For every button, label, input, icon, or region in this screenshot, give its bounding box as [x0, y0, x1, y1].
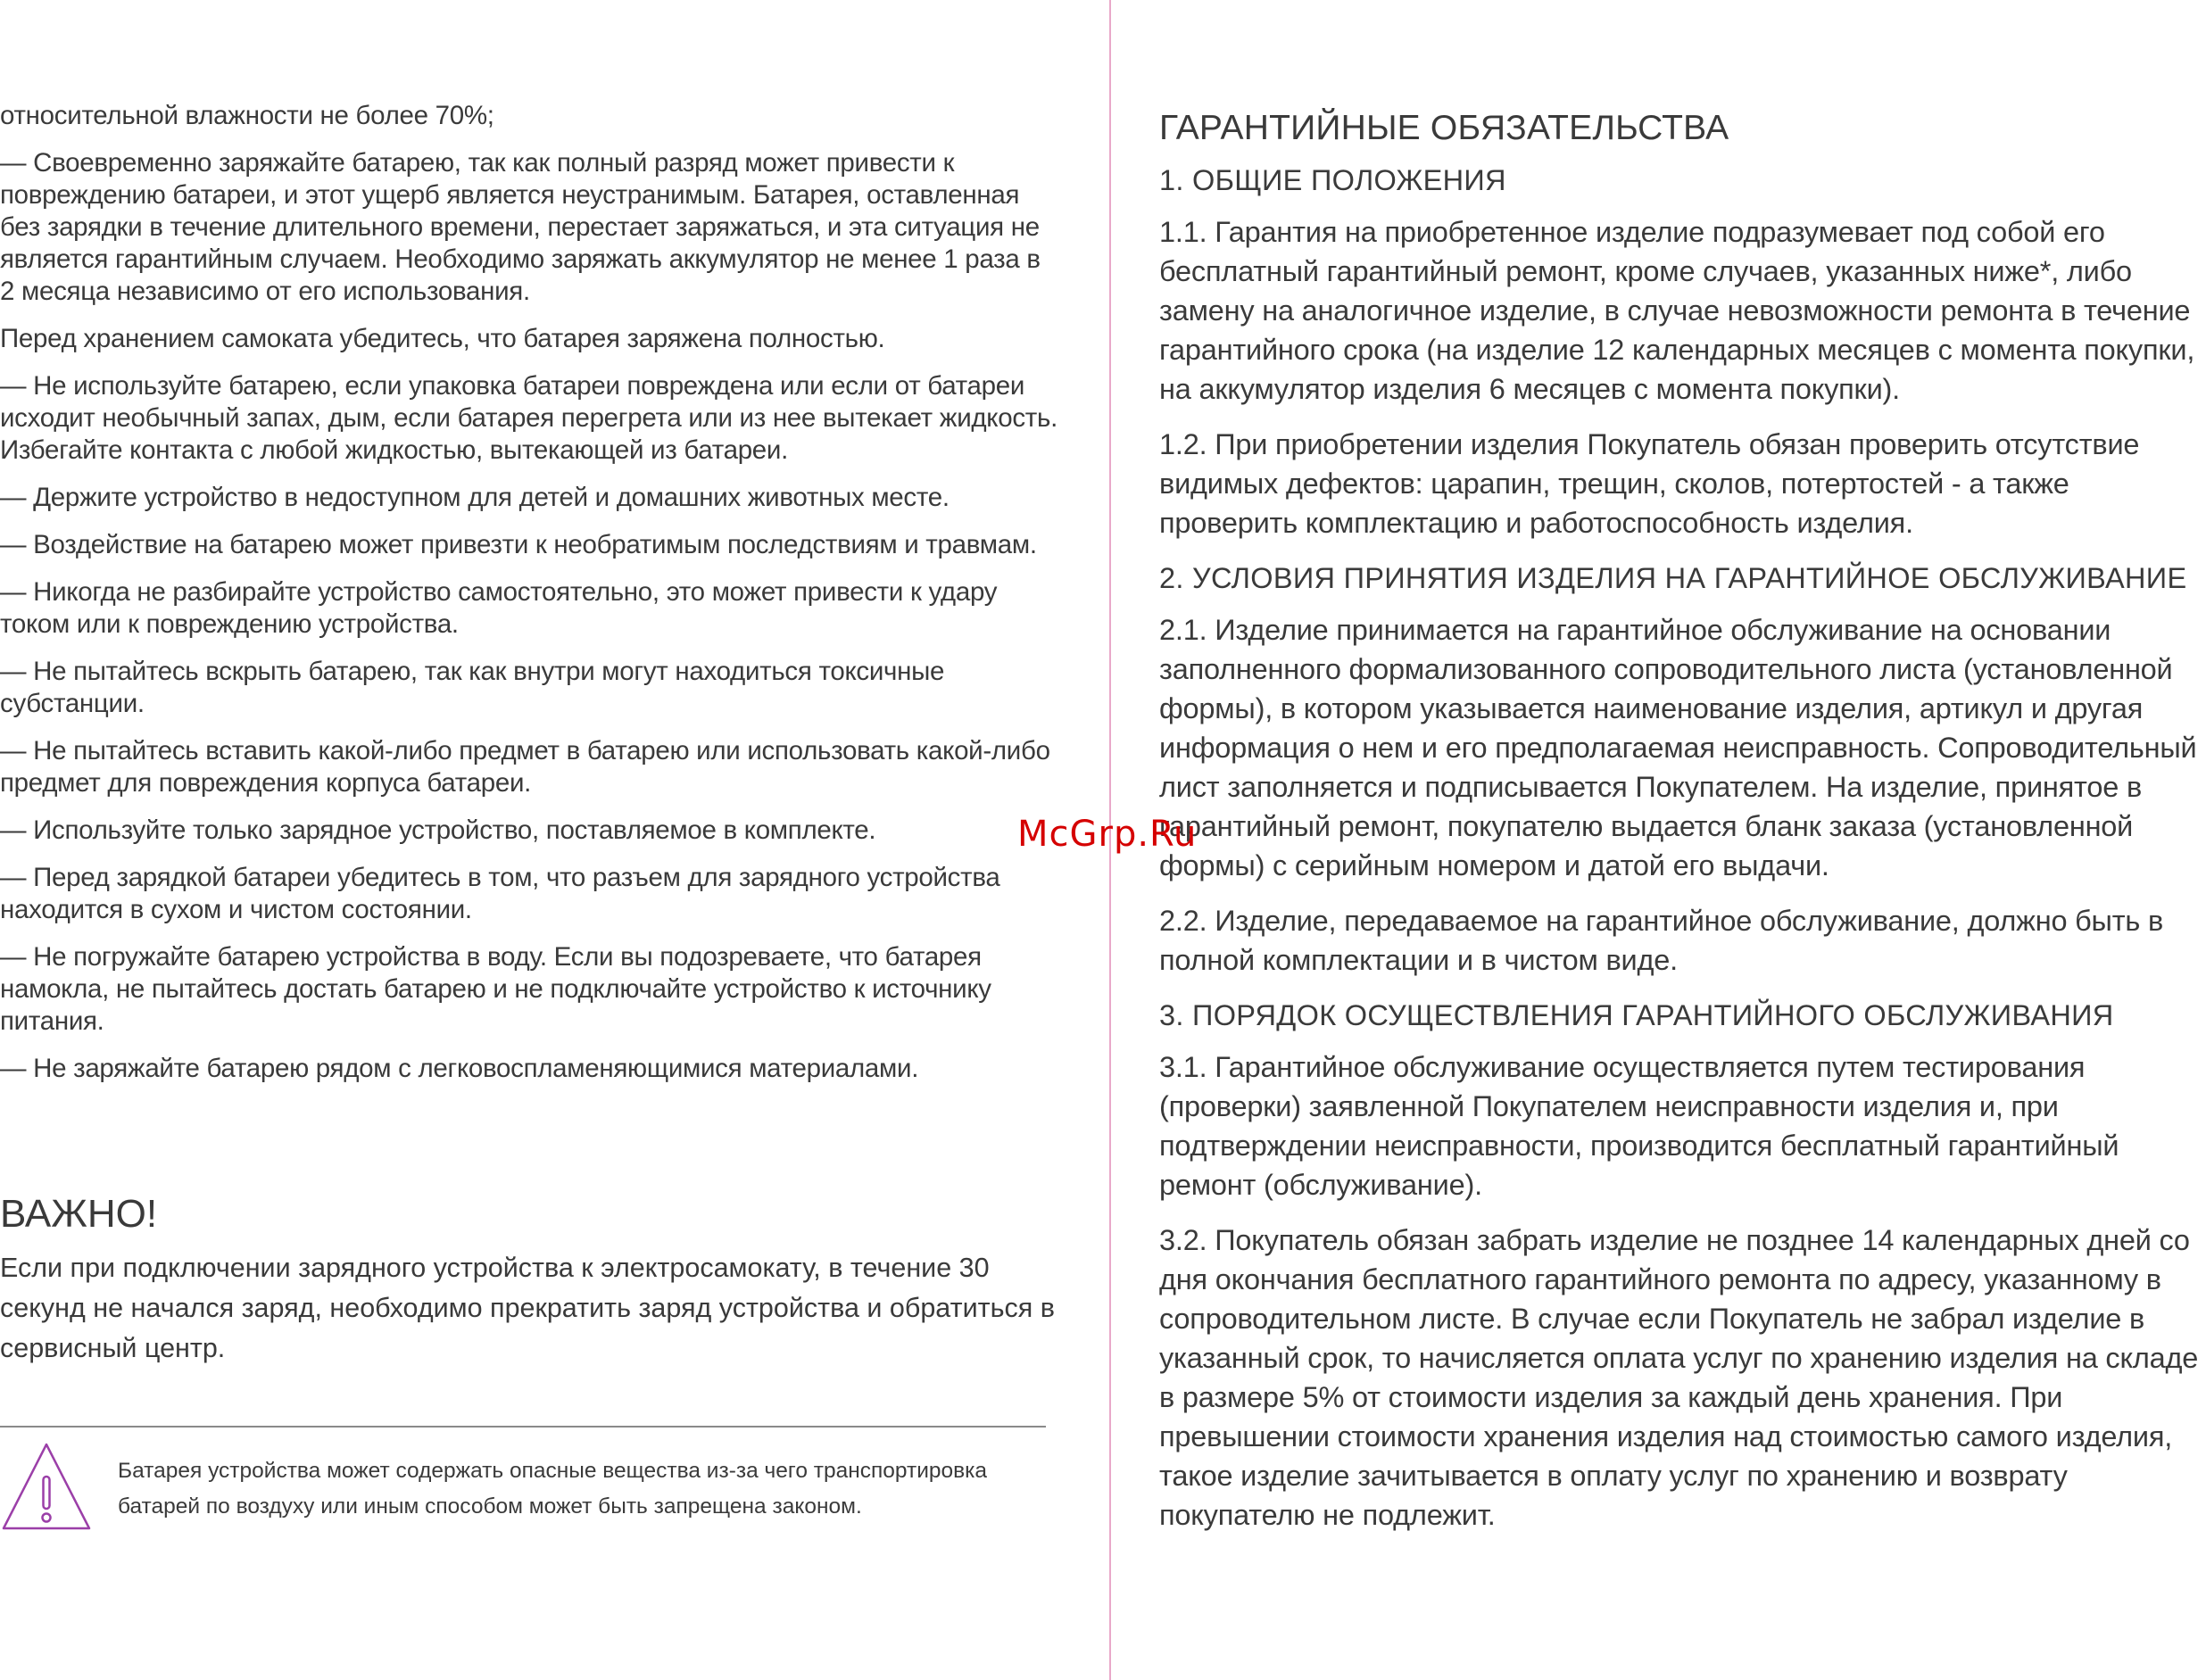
paragraph-3-2: 3.2. Покупатель обязан забрать изделие не позднее 14 календарных дней со дня окончания бесплатного гарантийного ремонта по адресу, указанному в сопроводительном листе. В случае если Покупатель не забрал изделие в указанный срок, то начисляется оплата услуг по хранению изделия на складе в размере 5% от стоимости изделия за каждый день хранения. При превышении стоимости хранения изделия над стоимостью самого изделия, такое изделие зачитывается в оплату услуг по хранению и возврату покупателю не подлежит. — [1159, 1224, 2199, 1531]
paragraph-1-2: 1.2. При приобретении изделия Покупатель обязан проверить отсутствие видимых дефектов: царапин, трещин, сколов, потертостей - а также проверить комплектацию и работоспособность изделия. — [1159, 428, 2140, 539]
warranty-title: ГАРАНТИЙНЫЕ ОБЯЗАТЕЛЬСТВА — [1159, 109, 1729, 147]
left-paragraph: — Своевременно заряжайте батарею, так как полный разряд может привести к повреждению батареи, и этот ущерб является неустранимым. Батарея, оставленная без зарядки в течение длительного времени, перестает заряжаться, и эта ситуация не является гарантийным случаем. Необходимо заряжать аккумулятор не менее 1 раза в 2 месяца независимо от его использования. — [0, 148, 1041, 306]
left-paragraph: — Перед зарядкой батареи убедитесь в том, что разъем для зарядного устройства находится в сухом и чистом состоянии. — [0, 863, 1000, 924]
important-section — [0, 1189, 1057, 1369]
right-column — [1159, 107, 2206, 1551]
warning-note — [0, 1439, 1057, 1537]
warning-triangle-icon — [0, 1439, 93, 1537]
watermark: McGrp.Ru — [1017, 814, 1198, 855]
left-column — [0, 100, 1057, 1100]
section-heading-2: 2. УСЛОВИЯ ПРИНЯТИЯ ИЗДЕЛИЯ НА ГАРАНТИЙНОЕ ОБСЛУЖИВАНИЕ — [1159, 562, 2187, 594]
paragraph-3-1: 3.1. Гарантийное обслуживание осуществляется путем тестирования (проверки) заявленной Покупателем неисправности изделия и, при подтверждении неисправности, производится бесплатный гарантийный ремонт (обслуживание). — [1159, 1051, 2119, 1201]
warning-text: Батарея устройства может содержать опасные вещества из-за чего транспортировка батарей по воздуху или иным способом может быть запрещена законом. — [118, 1459, 988, 1519]
left-paragraph: — Не заряжайте батарею рядом с легковоспламеняющимися материалами. — [0, 1054, 919, 1083]
left-paragraph: — Не пытайтесь вскрыть батарею, так как внутри могут находиться токсичные субстанции. — [0, 657, 945, 718]
section-heading-3: 3. ПОРЯДОК ОСУЩЕСТВЛЕНИЯ ГАРАНТИЙНОГО ОБСЛУЖИВАНИЯ — [1159, 999, 2114, 1031]
left-paragraph: — Не погружайте батарею устройства в воду. Если вы подозреваете, что батарея намокла, не пытайтесь достать батарею и не подключайте устройство к источнику питания. — [0, 942, 991, 1036]
left-paragraph: — Воздействие на батарею может привезти к необратимым последствиям и травмам. — [0, 530, 1037, 559]
left-paragraph: — Никогда не разбирайте устройство самостоятельно, это может привести к удару током или к повреждению устройства. — [0, 577, 998, 639]
left-paragraph: — Используйте только зарядное устройство, поставляемое в комплекте. — [0, 815, 876, 845]
paragraph-2-1: 2.1. Изделие принимается на гарантийное обслуживание на основании заполненного формализованного сопроводительного листа (установленной формы), в котором указывается наименование изделия, артикул и другая информация о нем и его предполагаемая неисправность. Сопроводительный лист заполняется и подписывается Покупателем. На изделие, принятое в гарантийный ремонт, покупателю выдается бланк заказа (установленной формы) с серийным номером и датой его выдачи. — [1159, 614, 2197, 881]
left-paragraph: относительной влажности не более 70%; — [0, 101, 494, 130]
important-title: ВАЖНО! — [0, 1192, 158, 1236]
section-heading-1: 1. ОБЩИЕ ПОЛОЖЕНИЯ — [1159, 164, 1506, 196]
horizontal-rule — [0, 1426, 1046, 1428]
paragraph-1-1: 1.1. Гарантия на приобретенное изделие подразумевает под собой его бесплатный гарантийный ремонт, кроме случаев, указанных ниже*, либо замену на аналогичное изделие, в случае невозможности ремонта в течение гарантийного срока (на изделие 12 календарных месяцев с момента покупки, на аккумулятор изделия 6 месяцев с момента покупки). — [1159, 216, 2195, 405]
left-paragraph: Перед хранением самоката убедитесь, что батарея заряжена полностью. — [0, 324, 885, 353]
left-paragraph: — Не используйте батарею, если упаковка батареи повреждена или если от батареи исходит необычный запах, дым, если батарея перегрета или из нее вытекает жидкость. Избегайте контакта с любой жидкостью, вытекающей из батареи. — [0, 371, 1057, 465]
left-paragraph: — Не пытайтесь вставить какой-либо предмет в батарею или использовать какой-либо предмет для повреждения корпуса батареи. — [0, 736, 1050, 798]
paragraph-2-2: 2.2. Изделие, передаваемое на гарантийное обслуживание, должно быть в полной комплектации и в чистом виде. — [1159, 905, 2164, 976]
important-text: Если при подключении зарядного устройства к электросамокату, в течение 30 секунд не начался заряд, необходимо прекратить заряд устройства и обратиться в сервисный центр. — [0, 1253, 1055, 1363]
left-paragraph: — Держите устройство в недоступном для детей и домашних животных месте. — [0, 483, 950, 512]
